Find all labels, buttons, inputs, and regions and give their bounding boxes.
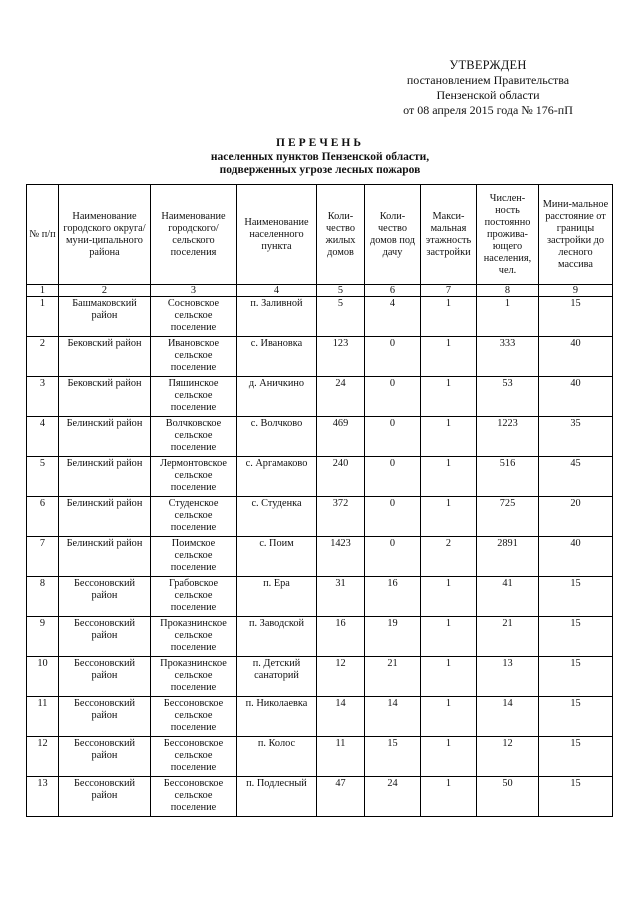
max-floors-cell: 2 <box>421 537 477 577</box>
district-name-cell: Бессоновский район <box>59 737 151 777</box>
forest-distance-cell: 20 <box>539 497 613 537</box>
table-row <box>27 657 613 697</box>
column-header: Наименование населенного пункта <box>237 185 317 285</box>
forest-distance-cell: 40 <box>539 377 613 417</box>
table-row <box>27 737 613 777</box>
population-cell: 1223 <box>477 417 539 457</box>
forest-distance-cell: 45 <box>539 457 613 497</box>
max-floors-cell: 1 <box>421 777 477 817</box>
settlement-name-cell: Лермонтовское сельское поселение <box>151 457 237 497</box>
table-row <box>27 457 613 497</box>
row-number-cell: 8 <box>27 577 59 617</box>
residential-houses-cell: 16 <box>317 617 365 657</box>
population-cell: 333 <box>477 337 539 377</box>
locality-name-cell: с. Поим <box>237 537 317 577</box>
locality-name-cell: с. Волчково <box>237 417 317 457</box>
locality-name-cell: п. Ера <box>237 577 317 617</box>
settlement-name-cell: Студенское сельское поселение <box>151 497 237 537</box>
locality-name-cell: п. Заливной <box>237 297 317 337</box>
table-row <box>27 417 613 457</box>
column-header: Наименование городского округа/муни-ципального района <box>59 185 151 285</box>
residential-houses-cell: 240 <box>317 457 365 497</box>
forest-distance-cell: 15 <box>539 297 613 337</box>
column-number: 7 <box>421 285 477 297</box>
dacha-houses-cell: 21 <box>365 657 421 697</box>
max-floors-cell: 1 <box>421 337 477 377</box>
row-number-cell: 2 <box>27 337 59 377</box>
dacha-houses-cell: 0 <box>365 417 421 457</box>
table-row <box>27 497 613 537</box>
column-number: 6 <box>365 285 421 297</box>
district-name-cell: Бессоновский район <box>59 577 151 617</box>
forest-distance-cell: 35 <box>539 417 613 457</box>
table-row <box>27 777 613 817</box>
forest-distance-cell: 40 <box>539 337 613 377</box>
dacha-houses-cell: 0 <box>365 457 421 497</box>
dacha-houses-cell: 15 <box>365 737 421 777</box>
column-number: 4 <box>237 285 317 297</box>
population-cell: 12 <box>477 737 539 777</box>
dacha-houses-cell: 0 <box>365 337 421 377</box>
title-line-2: подверженных угрозе лесных пожаров <box>219 164 421 176</box>
settlement-name-cell: Бессоновское сельское поселение <box>151 697 237 737</box>
dacha-houses-cell: 0 <box>365 537 421 577</box>
document-title <box>0 137 640 178</box>
district-name-cell: Белинский район <box>59 417 151 457</box>
district-name-cell: Бессоновский район <box>59 617 151 657</box>
dacha-houses-cell: 0 <box>365 377 421 417</box>
residential-houses-cell: 31 <box>317 577 365 617</box>
settlement-name-cell: Грабовское сельское поселение <box>151 577 237 617</box>
settlement-name-cell: Бессоновское сельское поселение <box>151 737 237 777</box>
column-header: Числен-ность постоянно прожива-ющего населения, чел. <box>477 185 539 285</box>
population-cell: 1 <box>477 297 539 337</box>
population-cell: 2891 <box>477 537 539 577</box>
locality-name-cell: п. Заводской <box>237 617 317 657</box>
dacha-houses-cell: 19 <box>365 617 421 657</box>
row-number-cell: 10 <box>27 657 59 697</box>
residential-houses-cell: 11 <box>317 737 365 777</box>
table-row <box>27 337 613 377</box>
population-cell: 14 <box>477 697 539 737</box>
table-row <box>27 577 613 617</box>
column-number: 9 <box>539 285 613 297</box>
population-cell: 53 <box>477 377 539 417</box>
dacha-houses-cell: 24 <box>365 777 421 817</box>
residential-houses-cell: 123 <box>317 337 365 377</box>
locality-name-cell: с. Ивановка <box>237 337 317 377</box>
population-cell: 516 <box>477 457 539 497</box>
settlements-table <box>26 184 613 817</box>
locality-name-cell: п. Детский санаторий <box>237 657 317 697</box>
forest-distance-cell: 15 <box>539 777 613 817</box>
dacha-houses-cell: 0 <box>365 497 421 537</box>
max-floors-cell: 1 <box>421 377 477 417</box>
table-row <box>27 297 613 337</box>
table-row <box>27 537 613 577</box>
settlement-name-cell: Волчковское сельское поселение <box>151 417 237 457</box>
row-number-cell: 7 <box>27 537 59 577</box>
column-header: Мини-мальное расстояние от границы застройки до лесного массива <box>539 185 613 285</box>
residential-houses-cell: 5 <box>317 297 365 337</box>
population-cell: 50 <box>477 777 539 817</box>
column-number: 1 <box>27 285 59 297</box>
locality-name-cell: п. Подлесный <box>237 777 317 817</box>
row-number-cell: 13 <box>27 777 59 817</box>
locality-name-cell: п. Николаевка <box>237 697 317 737</box>
settlement-name-cell: Пяшинское сельское поселение <box>151 377 237 417</box>
row-number-cell: 11 <box>27 697 59 737</box>
settlement-name-cell: Бессоновское сельское поселение <box>151 777 237 817</box>
residential-houses-cell: 469 <box>317 417 365 457</box>
residential-houses-cell: 1423 <box>317 537 365 577</box>
district-name-cell: Бессоновский район <box>59 657 151 697</box>
column-header: № п/п <box>27 185 59 285</box>
max-floors-cell: 1 <box>421 617 477 657</box>
approval-heading: УТВЕРЖДЕН <box>449 58 527 72</box>
district-name-cell: Бессоновский район <box>59 697 151 737</box>
district-name-cell: Башмаковский район <box>59 297 151 337</box>
column-number-row <box>27 285 613 297</box>
max-floors-cell: 1 <box>421 497 477 537</box>
column-number: 8 <box>477 285 539 297</box>
row-number-cell: 5 <box>27 457 59 497</box>
column-number: 2 <box>59 285 151 297</box>
column-header: Макси-мальная этажность застройки <box>421 185 477 285</box>
row-number-cell: 1 <box>27 297 59 337</box>
column-header: Наименование городского/ сельского поселения <box>151 185 237 285</box>
locality-name-cell: с. Аргамаково <box>237 457 317 497</box>
forest-distance-cell: 15 <box>539 697 613 737</box>
forest-distance-cell: 15 <box>539 737 613 777</box>
district-name-cell: Белинский район <box>59 537 151 577</box>
settlement-name-cell: Проказнинское сельское поселение <box>151 657 237 697</box>
approval-line-1: постановлением Правительства <box>406 73 570 87</box>
population-cell: 13 <box>477 657 539 697</box>
population-cell: 21 <box>477 617 539 657</box>
column-number: 3 <box>151 285 237 297</box>
title-line-1: населенных пунктов Пензенской области, <box>210 150 430 163</box>
residential-houses-cell: 12 <box>317 657 365 697</box>
row-number-cell: 6 <box>27 497 59 537</box>
residential-houses-cell: 24 <box>317 377 365 417</box>
district-name-cell: Бековский район <box>59 377 151 417</box>
max-floors-cell: 1 <box>421 657 477 697</box>
locality-name-cell: д. Аничкино <box>237 377 317 417</box>
max-floors-cell: 1 <box>421 297 477 337</box>
dacha-houses-cell: 16 <box>365 577 421 617</box>
residential-houses-cell: 14 <box>317 697 365 737</box>
column-number: 5 <box>317 285 365 297</box>
table-row <box>27 377 613 417</box>
row-number-cell: 9 <box>27 617 59 657</box>
locality-name-cell: п. Колос <box>237 737 317 777</box>
table-row <box>27 697 613 737</box>
locality-name-cell: с. Студенка <box>237 497 317 537</box>
approval-line-3: от 08 апреля 2015 года № 176-пП <box>403 103 573 117</box>
settlement-name-cell: Поимское сельское поселение <box>151 537 237 577</box>
forest-distance-cell: 15 <box>539 577 613 617</box>
table-header-row <box>27 185 613 285</box>
column-header: Коли-чество домов под дачу <box>365 185 421 285</box>
residential-houses-cell: 47 <box>317 777 365 817</box>
max-floors-cell: 1 <box>421 417 477 457</box>
title-main: ПЕРЕЧЕНЬ <box>276 137 364 149</box>
forest-distance-cell: 15 <box>539 617 613 657</box>
approval-stamp <box>388 58 588 118</box>
district-name-cell: Белинский район <box>59 457 151 497</box>
max-floors-cell: 1 <box>421 577 477 617</box>
forest-distance-cell: 15 <box>539 657 613 697</box>
column-header: Коли-чество жилых домов <box>317 185 365 285</box>
max-floors-cell: 1 <box>421 737 477 777</box>
row-number-cell: 3 <box>27 377 59 417</box>
settlement-name-cell: Сосновское сельское поселение <box>151 297 237 337</box>
table-row <box>27 617 613 657</box>
district-name-cell: Бессоновский район <box>59 777 151 817</box>
population-cell: 725 <box>477 497 539 537</box>
dacha-houses-cell: 4 <box>365 297 421 337</box>
row-number-cell: 12 <box>27 737 59 777</box>
table-body <box>27 297 613 817</box>
settlement-name-cell: Ивановское сельское поселение <box>151 337 237 377</box>
district-name-cell: Белинский район <box>59 497 151 537</box>
residential-houses-cell: 372 <box>317 497 365 537</box>
max-floors-cell: 1 <box>421 697 477 737</box>
settlement-name-cell: Проказнинское сельское поселение <box>151 617 237 657</box>
row-number-cell: 4 <box>27 417 59 457</box>
dacha-houses-cell: 14 <box>365 697 421 737</box>
forest-distance-cell: 40 <box>539 537 613 577</box>
district-name-cell: Бековский район <box>59 337 151 377</box>
population-cell: 41 <box>477 577 539 617</box>
approval-line-2: Пензенской области <box>436 88 540 102</box>
max-floors-cell: 1 <box>421 457 477 497</box>
